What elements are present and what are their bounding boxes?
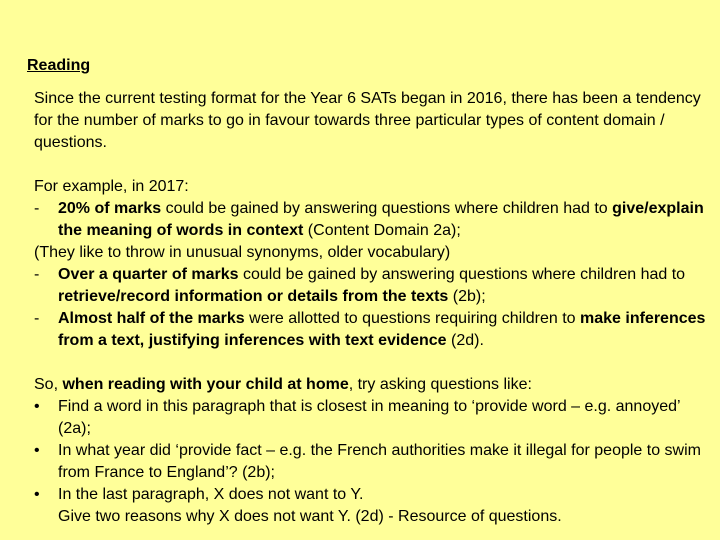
body-text xyxy=(34,88,714,528)
item1-text2: (Content Domain 2a); xyxy=(303,222,461,239)
bullet-marker: • xyxy=(34,398,40,415)
aside-note: (They like to throw in unusual synonyms, older vocabulary) xyxy=(34,244,451,261)
bullet-marker: • xyxy=(34,442,40,459)
so-text1: So, xyxy=(34,376,63,393)
item2-bold2: retrieve/record information or details from the texts xyxy=(58,288,449,305)
question-item xyxy=(34,484,714,528)
spacer xyxy=(34,154,714,176)
dash-marker: - xyxy=(34,310,40,327)
intro-paragraph: Since the current testing format for the Year 6 SATs began in 2016, there has been a tendency for the number of marks to go in favour towards three particular types of content domain / questions. xyxy=(34,90,701,151)
item2-text2: (2b); xyxy=(448,288,486,305)
item2-bold1: Over a quarter of marks xyxy=(58,266,239,283)
item1-text1: could be gained by answering questions where children had to xyxy=(161,200,613,217)
list-item xyxy=(34,264,714,308)
final-line: Give two reasons why X does not want Y. (2d) - Resource of questions. xyxy=(58,508,562,525)
list-item xyxy=(34,308,714,352)
question-item xyxy=(34,396,714,440)
item3-text1: were allotted to questions requiring children to xyxy=(244,310,581,327)
item3-text2: (2d). xyxy=(446,332,484,349)
spacer xyxy=(34,352,714,374)
question-text: Find a word in this paragraph that is closest in meaning to ‘provide word – e.g. annoyed’ (2a); xyxy=(58,398,680,437)
so-text2: , try asking questions like: xyxy=(348,376,532,393)
item1-bold2: give/explain the meaning of words in context xyxy=(58,200,704,239)
dash-marker: - xyxy=(34,266,40,283)
question-item xyxy=(34,440,714,484)
dash-marker: - xyxy=(34,200,40,217)
bullet-marker: • xyxy=(34,486,40,503)
page-title: Reading xyxy=(27,57,91,74)
list-item xyxy=(34,198,714,242)
item3-bold2: make inferences from a text, justifying inferences with text evidence xyxy=(58,310,706,349)
example-heading: For example, in 2017: xyxy=(34,178,189,195)
item3-bold1: Almost half of the marks xyxy=(58,310,245,327)
item1-bold1: 20% of marks xyxy=(58,200,162,217)
question-text: In what year did ‘provide fact – e.g. the French authorities make it illegal for people to swim from France to England’? (2b); xyxy=(58,442,701,481)
so-paragraph xyxy=(34,374,714,396)
question-text: In the last paragraph, X does not want to Y. xyxy=(58,486,364,503)
so-bold1: when reading with your child at home xyxy=(62,376,349,393)
item2-text1: could be gained by answering questions where children had to xyxy=(238,266,686,283)
